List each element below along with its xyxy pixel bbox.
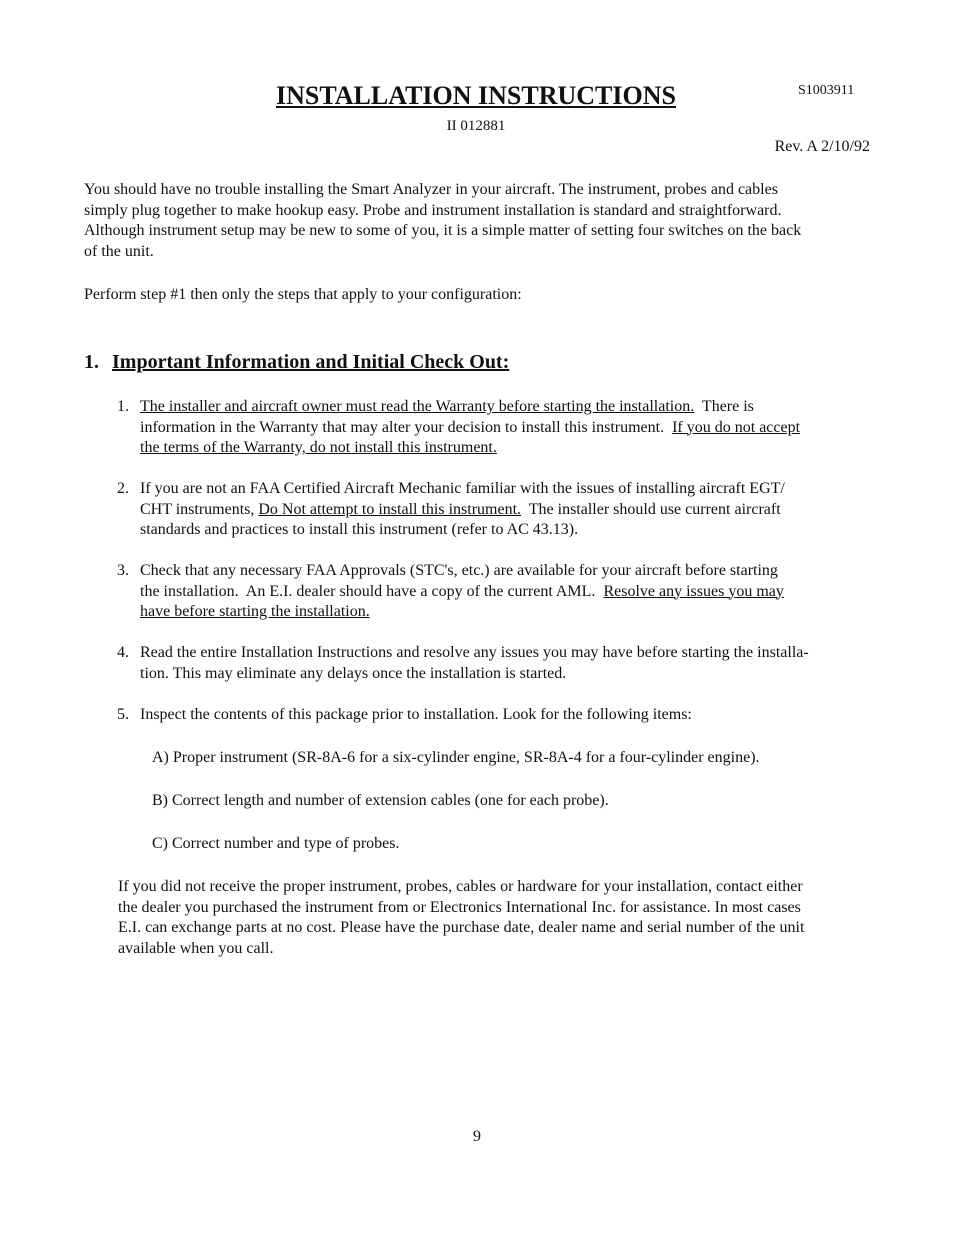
underlined-text: the terms of the Warranty, do not install this instrument.: [140, 439, 497, 456]
intro-line: of the unit.: [84, 242, 154, 260]
list-item: [117, 561, 867, 623]
intro-line: You should have no trouble installing the Smart Analyzer in your aircraft. The instrument, probes and cables: [84, 181, 778, 198]
closing-line: the dealer you purchased the instrument from or Electronics International Inc. for assistance. In most cases: [118, 898, 801, 916]
section-heading: [84, 350, 509, 374]
intro-line: Although instrument setup may be new to some of you, it is a simple matter of setting four switches on the back: [84, 222, 802, 239]
closing-line: E.I. can exchange parts at no cost. Please have the purchase date, dealer name and serial number of the unit: [118, 919, 805, 936]
closing-line: available when you call.: [118, 939, 274, 957]
item-line: [140, 418, 867, 439]
item-text: information in the Warranty that may alter your decision to install this instrument.: [140, 418, 673, 436]
item-line: [140, 582, 867, 603]
item-text: the installation. An E.I. dealer should have a copy of the current AML.: [140, 582, 604, 600]
underlined-text: The installer and aircraft owner must read the Warranty before starting the installation.: [140, 398, 695, 415]
item-line: [140, 602, 867, 623]
closing-line: If you did not receive the proper instrument, probes, cables or hardware for your installation, contact either: [118, 878, 803, 895]
item-text: There is: [694, 398, 754, 415]
sub-item-c: C) Correct number and type of probes.: [152, 835, 400, 852]
item-text: The installer should use current aircraft: [521, 500, 781, 518]
item-line: [140, 438, 867, 459]
item-line: [140, 397, 867, 418]
sub-item-b: B) Correct length and number of extension cables (one for each probe).: [152, 792, 609, 809]
underlined-text: Do Not attempt to install this instrument.: [258, 500, 522, 518]
item-number: 4.: [117, 644, 129, 661]
underlined-text: have before starting the installation.: [140, 603, 370, 620]
item-number: 1.: [117, 398, 129, 415]
document-number: S1003911: [798, 83, 855, 98]
list-item: [117, 479, 867, 541]
item-line: Read the entire Installation Instructions and resolve any issues you may have before starting the installa-: [140, 644, 809, 661]
closing-paragraph: [118, 877, 868, 959]
underlined-text: Resolve any issues you may: [603, 582, 784, 600]
list-item: [117, 705, 867, 726]
revision-label: Rev. A 2/10/92: [774, 138, 870, 155]
item-number: 2.: [117, 480, 129, 497]
document-title: INSTALLATION INSTRUCTIONS: [276, 81, 676, 110]
perform-instruction: Perform step #1 then only the steps that apply to your configuration:: [84, 286, 522, 303]
item-line: tion. This may eliminate any delays once the installation is started.: [140, 664, 567, 682]
page-number: 9: [473, 1128, 481, 1145]
section-number: 1.: [84, 351, 99, 373]
item-line: Inspect the contents of this package prior to installation. Look for the following items:: [140, 706, 692, 723]
item-line: Check that any necessary FAA Approvals (STC's, etc.) are available for your aircraft before starting: [140, 562, 778, 579]
item-number: 5.: [117, 706, 129, 723]
item-line: [140, 500, 867, 521]
item-text: CHT instruments,: [140, 500, 259, 518]
item-number: 3.: [117, 562, 129, 579]
list-item: [117, 397, 867, 459]
sub-item-a: A) Proper instrument (SR-8A-6 for a six-cylinder engine, SR-8A-4 for a four-cylinder engine).: [152, 749, 760, 766]
section-title: Important Information and Initial Check Out:: [112, 351, 510, 373]
instruction-id: II 012881: [446, 118, 506, 134]
intro-line: simply plug together to make hookup easy. Probe and instrument installation is standard and straightforward.: [84, 201, 782, 219]
underlined-text: If you do not accept: [672, 418, 801, 436]
item-line: If you are not an FAA Certified Aircraft Mechanic familiar with the issues of installing aircraft EGT/: [140, 480, 785, 497]
intro-paragraph: [84, 180, 874, 262]
list-item: [117, 643, 867, 684]
item-line: standards and practices to install this instrument (refer to AC 43.13).: [140, 521, 579, 538]
